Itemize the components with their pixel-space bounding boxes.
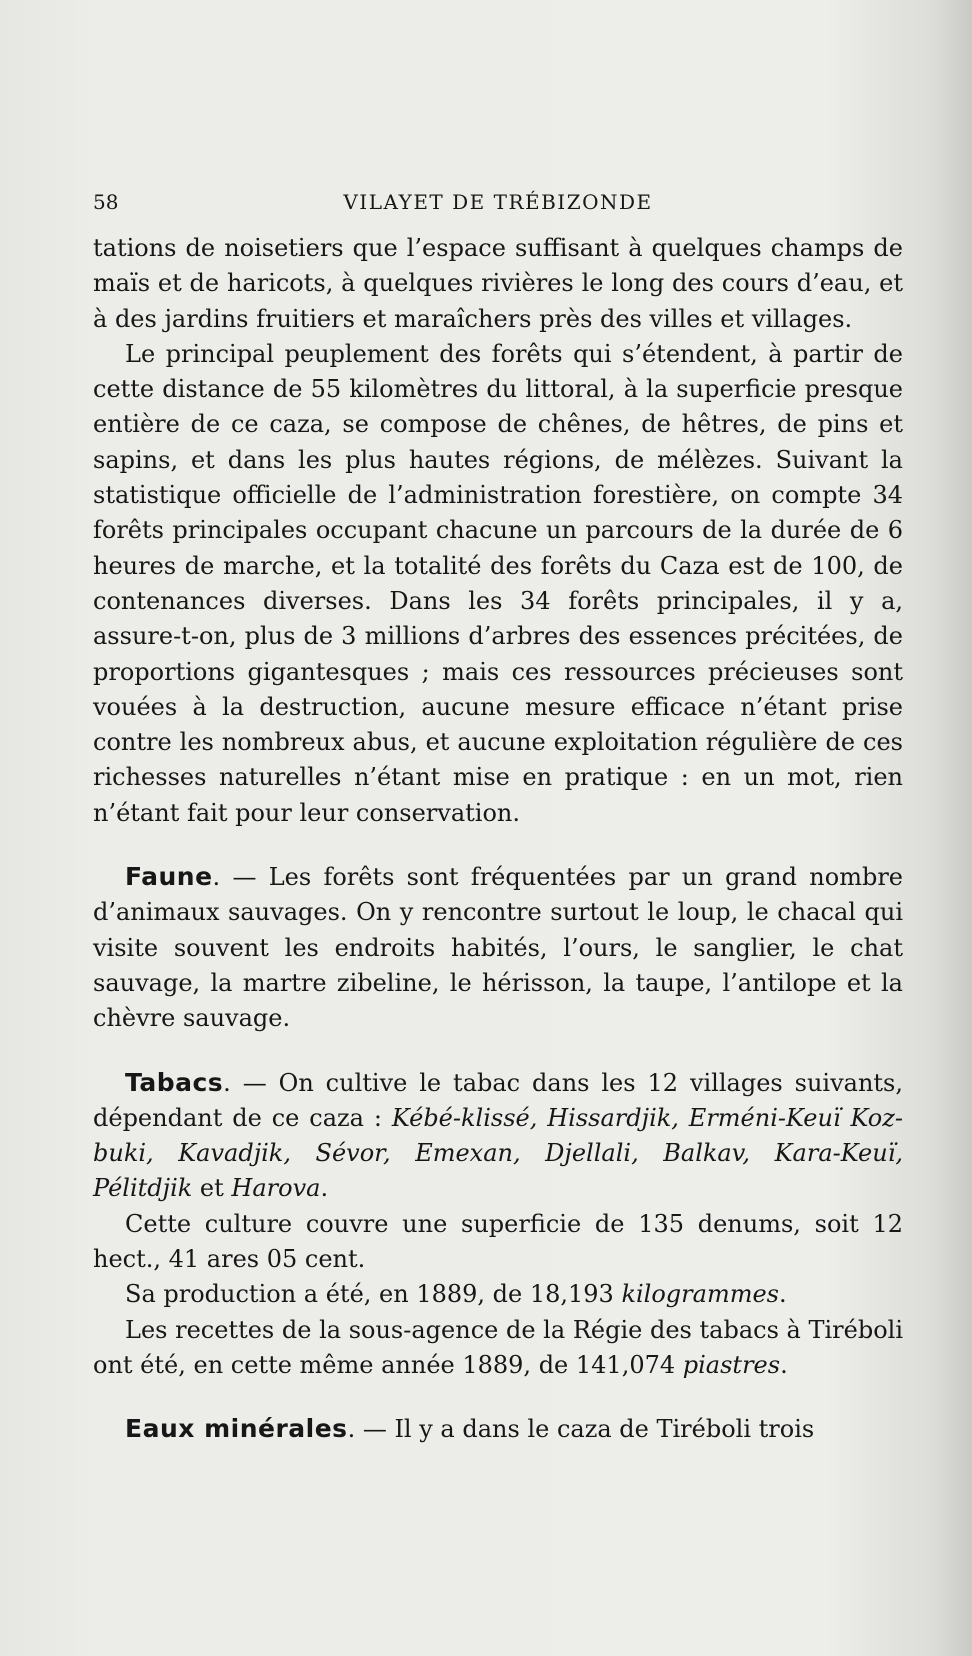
sentence-end: .	[778, 1280, 787, 1309]
recettes-text: Les recettes de la sous-agence de la Régie des tabacs à Tiréboli ont été, en cette même année 1889, de 141,074	[93, 1315, 903, 1379]
section-separator: . —	[347, 1415, 395, 1444]
sentence-end: .	[320, 1174, 329, 1203]
paragraph-culture: Cette culture couvre une superficie de 135 denums, soit 12 hect., 41 ares 05 cent.	[93, 1209, 903, 1274]
production-unit: kilogrammes	[621, 1280, 779, 1309]
section-text-faune: Les forêts sont fréquentées par un grand nombre d’animaux sauvages. On y rencontre surtout le loup, le chacal qui visite souvent les endroits habités, l’ours, le sanglier, le chat sauvage, la martre zibeline, le hérisson, la taupe, l’antilope et la chèvre sauvage.	[93, 863, 904, 1033]
sentence-end: .	[780, 1350, 788, 1379]
section-text-eaux: Il y a dans le caza de Tiréboli trois	[394, 1415, 815, 1444]
village-list: Kébé-klissé, Hissardjik, Erméni-Keuï Koz-buki, Kavadjik, Sévor, Emexan, Djellali, Balkav, Kara-Keuï, Pélitdjik	[93, 1103, 903, 1203]
section-faune	[93, 859, 903, 1036]
section-tabacs	[93, 1065, 903, 1207]
section-separator: . —	[212, 863, 269, 892]
section-title-faune: Faune	[125, 862, 213, 892]
tabacs-intro: On cultive le tabac dans les 12 villages suivants, dépendant de ce caza :	[93, 1068, 904, 1132]
paragraph-continuation: tations de noisetiers que l’espace suffisant à quelques champs de maïs et de haricots, à quelques rivières le long des cours d’eau, et à des jardins fruitiers et maraîchers près des villes et villages.	[93, 234, 903, 333]
running-head: VILAYET DE TRÉBIZONDE	[343, 190, 653, 214]
section-title-tabacs: Tabacs	[125, 1067, 224, 1097]
paragraph-forests: Le principal peuplement des forêts qui s’étendent, à partir de cette distance de 55 kilomètres du littoral, à la superficie presque entière de ce caza, se compose de chênes, de hêtres, de pins et sapins, et dans les plus hautes régions, de mélèzes. Suivant la statistique officielle de l’administration forestière, on compte 34 forêts principales occupant chacune un parcours de la durée de 6 heures de marche, et la totalité des forêts du Caza est de 100, de contenances diverses. Dans les 34 forêts principales, il y a, assure-t-on, plus de 3 millions d’arbres des essences précitées, de proportions gigantesques ; mais ces ressources précieuses sont vouées à la destruction, aucune mesure efficace n’étant prise contre les nombreux abus, et aucune exploitation régulière de ces richesses naturelles n’étant mise en pratique : en un mot, rien n’étant fait pour leur conservation.	[93, 339, 903, 827]
section-eaux	[93, 1411, 903, 1447]
production-text: Sa production a été, en 1889, de 18,193	[125, 1280, 622, 1309]
paragraph-production	[93, 1277, 903, 1312]
village-last: Harova	[231, 1174, 321, 1203]
conjunction: et	[192, 1174, 232, 1203]
page-header	[93, 190, 903, 220]
body-text	[93, 231, 903, 1448]
recettes-unit: piastres	[682, 1350, 781, 1379]
section-separator: . —	[223, 1068, 279, 1097]
section-title-eaux: Eaux minérales	[125, 1414, 348, 1444]
paragraph-recettes	[93, 1313, 903, 1384]
page-number: 58	[93, 190, 119, 214]
